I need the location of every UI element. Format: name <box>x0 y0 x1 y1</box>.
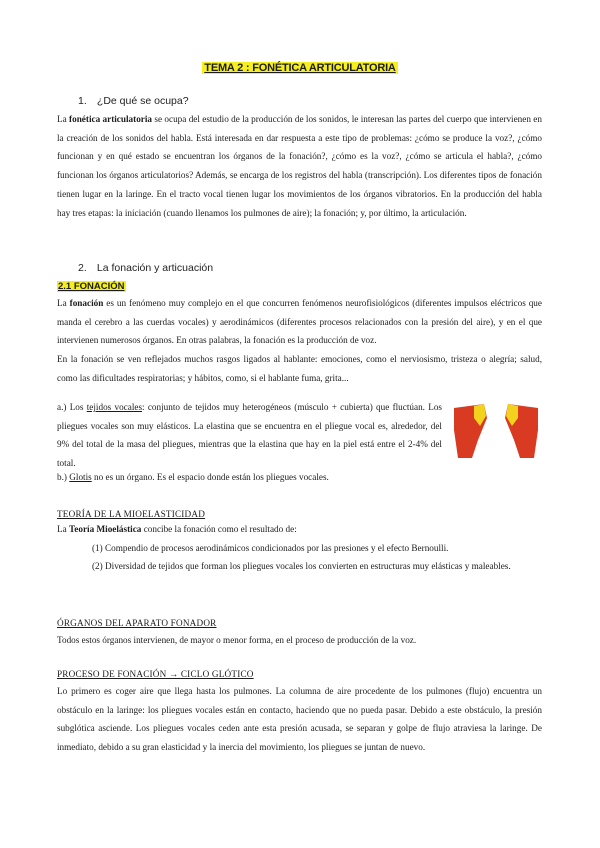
section-2-heading <box>78 262 213 274</box>
vocal-folds-illustration <box>452 400 540 460</box>
page-title: TEMA 2 : FONÉTICA ARTICULATORIA <box>204 62 396 74</box>
proceso-heading: PROCESO DE FONACIÓN → CICLO GLÓTICO <box>57 669 254 679</box>
organos-heading: ÓRGANOS DEL APARATO FONADOR <box>57 618 217 628</box>
proceso-paragraph: Lo primero es coger aire que llega hasta los pulmones. La columna de aire procedente de los pulmones (flujo) encuentra un obstáculo en la laringe: los pliegues vocales están en contacto, haciendo que no pueda pasar. Debido a este obstáculo, la presión subglótica asciende. Los pliegues vocales ceden ante esta presión acusada, se separan y golpe de flujo atraviesa la laringe. De inmediato, debido a su gran elasticidad y la inercia del movimiento, los pliegues se juntan de nuevo. <box>57 686 542 753</box>
section-1-paragraph: La fonética articulatoria se ocupa del estudio de la producción de los sonidos, le interesan las partes del cuerpo que intervienen en la creación de los sonidos del habla. Está interesada en dar respuesta a este tipo de problemas: ¿cómo se produce la voz?, ¿cómo funcionan y en qué estado se encuentran los órganos de la fonación?, ¿cómo es la voz?, ¿cómo se articula el habla?, ¿cómo funcionan los órganos articulatorios? Además, se encarga de los registros del habla (transcripción). Los diferentes tipos de fonación tienen lugar en la laringe. En el tracto vocal tienen lugar los movimientos de los órganos vibratorios. En la producción del habla hay tres etapas: la iniciación (cuando llenamos los pulmones de aire); la fonación; y, por último, la articulación. <box>57 114 542 218</box>
mioelasticidad-item-2: (2) Diversidad de tejidos que forman los pliegues vocales los convierten en estructuras muy elásticas y maleables. <box>92 561 511 571</box>
glotis-item: b.) Glotis no es un órgano. Es el espacio donde están los pliegues vocales. <box>57 472 329 482</box>
section-1-number: 1. <box>78 95 87 107</box>
section-1-title: ¿De qué se ocupa? <box>96 95 189 107</box>
subsection-2-1-heading: 2.1 FONACIÓN <box>58 281 125 292</box>
section-2-number: 2. <box>78 262 87 274</box>
term-tejidos-vocales: tejidos vocales <box>86 402 143 412</box>
organos-paragraph: Todos estos órganos intervienen, de mayor o menor forma, en el proceso de producción de la voz. <box>57 635 417 645</box>
tejidos-vocales-item: a.) Los tejidos vocales: conjunto de tejidos muy heterogéneos (músculo + cubierta) que fluctúan. Los pliegues vocales son muy elásticos. La elastina que se encuentra en el pliegue vocal es, alrededor, del 9% del total de la masa del pliegues, mientras que la elastina que hay en la piel está entre el 2-4% del total. <box>57 402 442 469</box>
fonacion-rasgos-paragraph: En la fonación se ven reflejados muchos rasgos ligados al hablante: emociones, como el nerviosismo, tristeza o alegría; salud, como las dificultades respiratorias; y hábitos, como, si el hablante fuma, grita... <box>57 354 542 383</box>
section-2-title: La fonación y articuación <box>96 262 214 274</box>
term-fonacion: fonación <box>69 298 104 308</box>
term-teoria-mioelastica: Teoría Mioelástica <box>69 524 142 534</box>
mioelasticidad-item-1: (1) Compendio de procesos aerodinámicos condicionados por las presiones y el efecto Bernoulli. <box>92 543 449 553</box>
mioelasticidad-intro: La Teoría Mioelástica concibe la fonación como el resultado de: <box>57 524 297 534</box>
term-fonetica-articulatoria: fonética articulatoria <box>69 114 153 124</box>
mioelasticidad-heading: TEORÍA DE LA MIOELASTICIDAD <box>57 509 206 519</box>
section-1-heading <box>78 95 189 107</box>
term-glotis: Glotis <box>69 472 92 482</box>
fonacion-paragraph: La fonación es un fenómeno muy complejo en el que concurren fenómenos neurofisiológicos (diferentes impulsos eléctricos que manda el cerebro a las cuerdas vocales) y aerodinámicos (diferentes procesos relacionados con la presión del aire), y en el que intervienen numerosos órganos. En otras palabras, la fonación es la producción de voz. <box>57 298 542 346</box>
